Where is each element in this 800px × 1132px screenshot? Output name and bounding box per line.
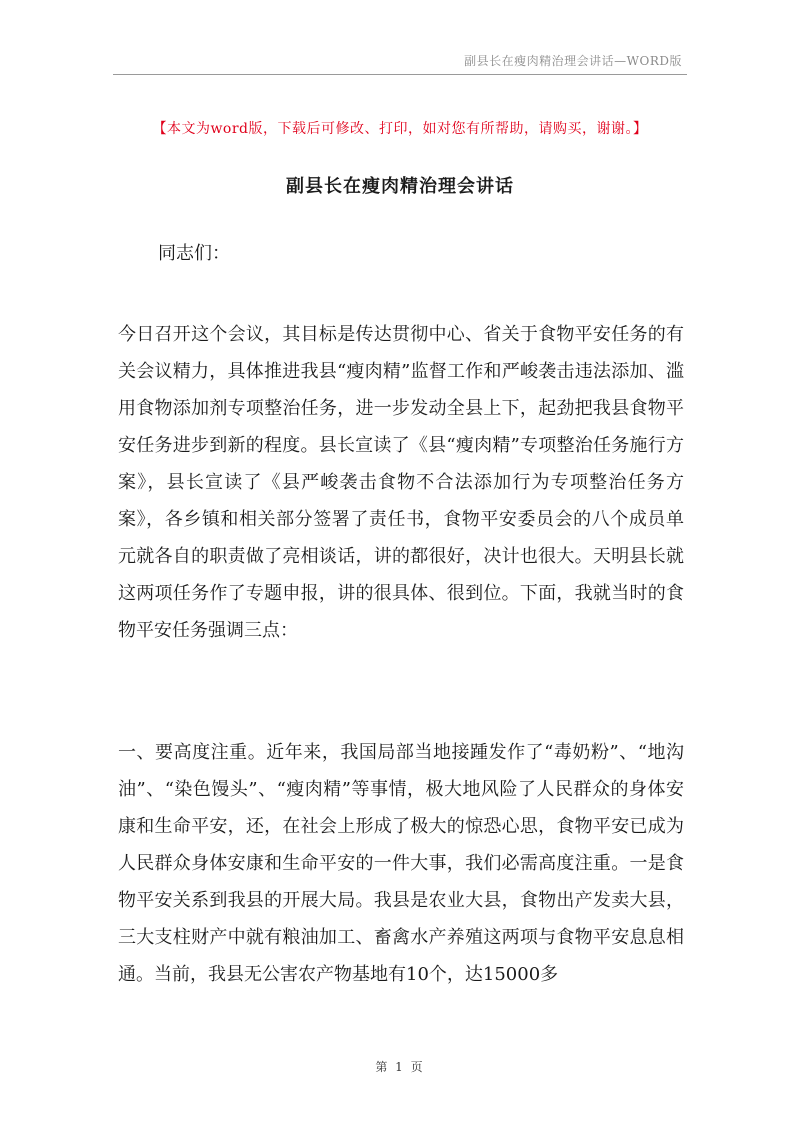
body-paragraph-2: 一、要高度注重。近年来，我国局部当地接踵发作了“毒奶粉”、“地沟油”、“染色馒头”、“瘦肉精”等事情，极大地风险了人民群众的身体安康和生命平安，还，在社会上形成了极大的惊恐心思，食物平安已成为人民群众身体安康和生命平安的一件大事，我们必需高度注重。一是食物平安关系到我县的开展大局。我县是农业大县，食物出产发卖大县，三大支柱财产中就有粮油加工、畜禽水产养殖这两项与食物平安息息相通。当前，我县无公害农产物基地有10个，达15000多	[118, 742, 684, 985]
purchase-notice: 【本文为word版，下载后可修改、打印，如对您有所帮助，请购买，谢谢。】	[152, 121, 648, 137]
header-divider	[113, 74, 687, 75]
body-paragraph-1: 今日召开这个会议，其目标是传达贯彻中心、省关于食物平安任务的有关会议精力，具体推进我县“瘦肉精”监督工作和严峻袭击违法添加、滥用食物添加剂专项整治任务，进一步发动全县上下，起劲把我县食物平安任务进步到新的程度。县长宣读了《县“瘦肉精”专项整治任务施行方案》，县长宣读了《县严峻袭击食物不合法添加行为专项整治任务方案》，各乡镇和相关部分签署了责任书，食物平安委员会的八个成员单元就各自的职责做了亮相谈话，讲的都很好，决计也很大。天明县长就这两项任务作了专题申报，讲的很具体、很到位。下面，我就当时的食物平安任务强调三点：	[118, 324, 684, 641]
salutation: 同志们：	[158, 243, 230, 264]
page-number: 第 1 页	[375, 1060, 425, 1074]
running-header: 副县长在瘦肉精治理会讲话—WORD版	[464, 54, 682, 68]
page-title: 副县长在瘦肉精治理会讲话	[286, 176, 514, 197]
